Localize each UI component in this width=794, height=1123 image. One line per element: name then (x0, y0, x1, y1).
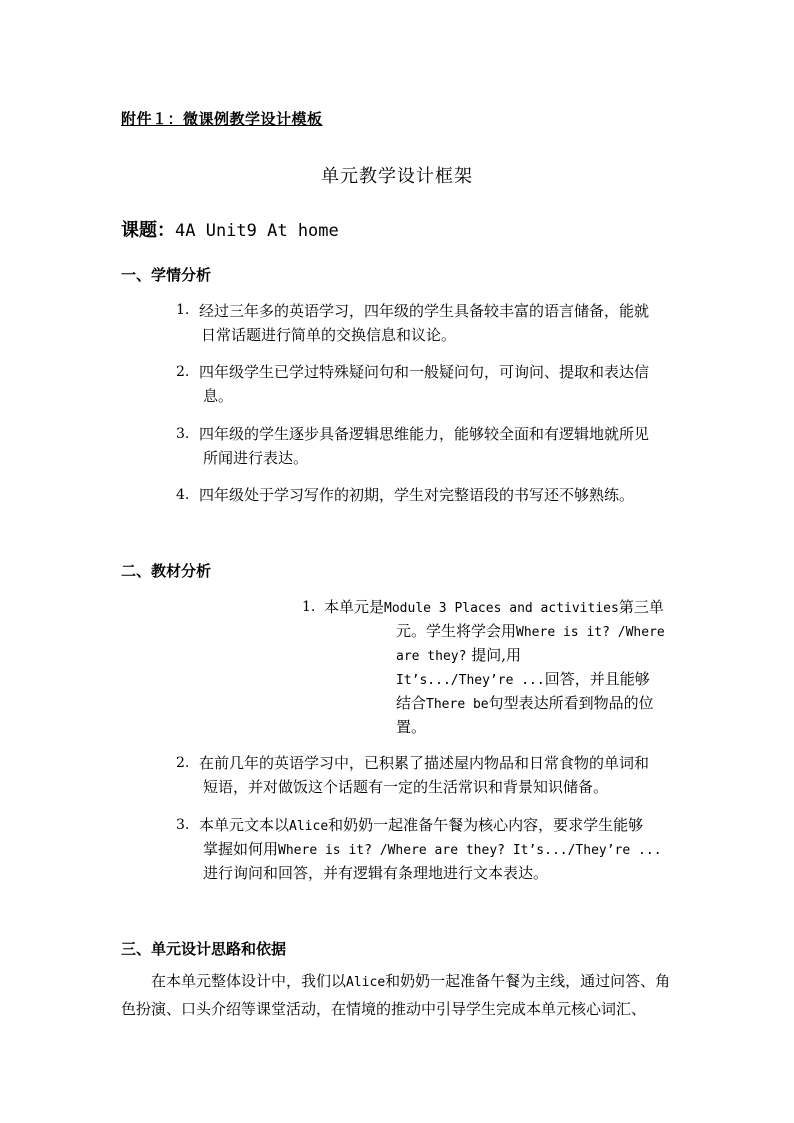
list-item-number: 3. (176, 817, 190, 833)
list-item-line: 四年级学生已学过特殊疑问句和一般疑问句，可询问、提取和表达信 (199, 363, 650, 381)
list-item-line: 结合There be句型表达所看到物品的位 (396, 694, 654, 712)
list-item-number: 1. (302, 599, 316, 615)
list-item-number: 2. (176, 755, 190, 771)
list-item-line: 息。 (203, 387, 234, 405)
list-item-line: 进行询问和回答，并有逻辑有条理地进行文本表达。 (203, 864, 549, 882)
list-item-line: are they? 提问,用 (396, 646, 522, 664)
list-item-number: 3. (176, 426, 190, 442)
attachment-title: 附件１：微课例教学设计模板 (121, 110, 323, 128)
list-item-line: 本单元文本以Alice和奶奶一起准备午餐为核心内容，要求学生能够 (199, 816, 644, 834)
list-item-line: 元。学生将学会用Where is it? /Where (396, 622, 665, 640)
list-item-line: 置。 (396, 718, 427, 736)
topic-line (121, 216, 339, 242)
list-item-number: 1. (176, 302, 190, 318)
list-item-line: 在前几年的英语学习中，已积累了描述屋内物品和日常食物的单词和 (199, 754, 650, 772)
body-paragraph: 在本单元整体设计中，我们以Alice和奶奶一起准备午餐为主线，通过问答、角色扮演、口头介绍等课堂活动，在情境的推动中引导学生完成本单元核心词汇、 (121, 972, 671, 1018)
list-item-line: It’s.../They’re ...回答，并且能够 (396, 670, 650, 688)
list-item-line: 掌握如何用Where is it? /Where are they? It’s.../They’re ... (203, 840, 662, 858)
section-heading-design-rationale: 三、单元设计思路和依据 (121, 940, 287, 958)
list-item-line: 四年级的学生逐步具备逻辑思维能力，能够较全面和有逻辑地就所见 (199, 425, 650, 443)
list-item-line: 短语，并对做饭这个话题有一定的生活常识和背景知识储备。 (203, 778, 609, 796)
section-heading-material-analysis: 二、教材分析 (121, 562, 212, 580)
list-item-line: 本单元是Module 3 Places and activities第三单 (324, 598, 664, 616)
list-item-line: 经过三年多的英语学习，四年级的学生具备较丰富的语言储备，能就 (199, 302, 650, 320)
list-item-line: 所闻进行表达。 (203, 449, 309, 467)
list-item-line: 四年级处于学习写作的初期，学生对完整语段的书写还不够熟练。 (199, 486, 635, 504)
frame-title: 单元教学设计框架 (321, 166, 473, 187)
topic-value: 4A Unit9 At home (175, 221, 339, 241)
list-item-line: 日常话题进行简单的交换信息和议论。 (201, 326, 457, 344)
topic-label: 课题： (121, 220, 175, 241)
list-item-number: 2. (176, 364, 190, 380)
list-item-number: 4. (176, 487, 190, 503)
section-heading-learner-analysis: 一、学情分析 (121, 266, 212, 284)
